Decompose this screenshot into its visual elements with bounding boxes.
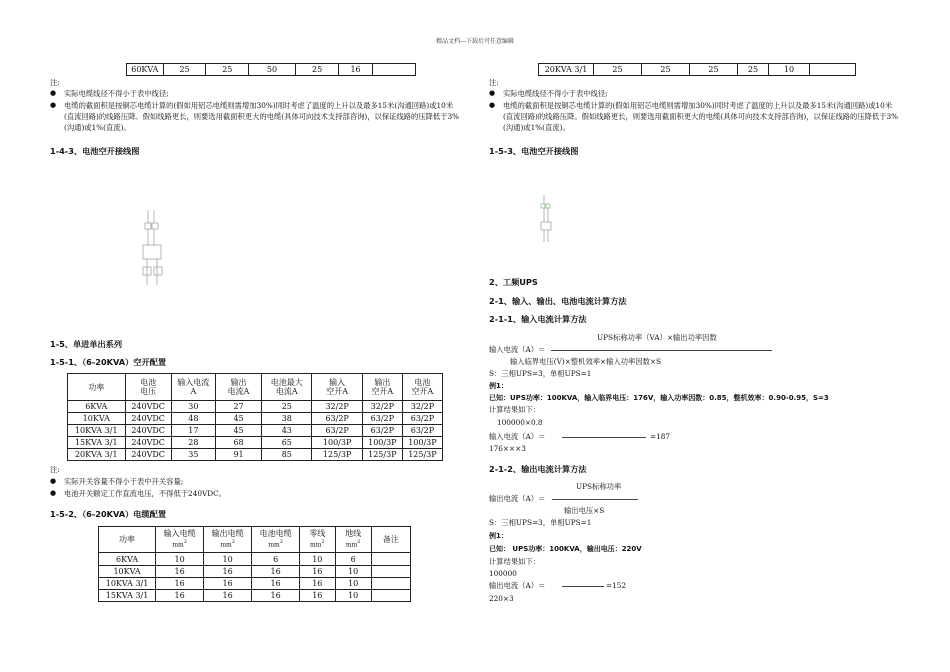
calc-lhs: 输出电流（A）＝ (489, 581, 546, 590)
table-header: 备注 (371, 527, 410, 553)
fraction-line (562, 437, 646, 438)
note-bullet: ● 实际电缆线径不得小于表中线径; (50, 89, 169, 98)
table-row: 6KVA 240VDC 30 27 25 32/2P 32/2P 32/2P (68, 401, 443, 413)
calc-lhs: 输入电流（A）＝ (489, 432, 546, 441)
note-bullet: ● 电缆的截面积是按铜芯电缆计算的(假如用铝芯电缆则需增加30%)同时考虑了温度的上升以及最多15米(沟通回路)或10米(直流回路)的线路压降。假如线路更长，则要选用截面积更大的电缆(具体可向技术支持部咨询)，以保证线路的压降低于3%(沟通)或1%(直流)。 (50, 101, 460, 132)
table-row: 10KVA 3/1 16 16 16 16 10 (99, 578, 411, 590)
calc-label: 计算结果如下： (489, 405, 541, 414)
fraction-line (562, 586, 604, 587)
table-row: 20KVA 3/1 240VDC 35 91 85 125/3P 125/3P 125/3P (68, 449, 443, 461)
table-header: 功率 (68, 374, 126, 401)
table-header: 输出 空开A (362, 374, 402, 401)
table-header: 电池最大 电流A (262, 374, 312, 401)
bullet-icon: ● (50, 101, 57, 109)
table-header: 输出电缆 $mm^2$ (204, 527, 252, 553)
table-header: 零线 $mm^2$ (300, 527, 335, 553)
table-cell: 25 (594, 64, 642, 76)
section-heading: 1-5、单进单出系列 (50, 339, 123, 349)
table-header: 电池 电压 (125, 374, 171, 401)
calc-label: 计算结果如下： (489, 557, 541, 566)
note-bullet: ● 实际电缆线径不得小于表中线径; (489, 89, 608, 98)
table-cell: 16 (339, 64, 372, 76)
table-row: 15KVA 3/1 240VDC 28 68 65 100/3P 100/3P 100/3P (68, 437, 443, 449)
calc-denominator: 220×3 (489, 594, 514, 603)
example-given: 已知：UPS功率：100KVA，输入临界电压：176V，输入功率因数：0.85，整机效率：0.90-0.95，S=3 (489, 394, 829, 402)
table-cell: 60KVA (127, 64, 164, 76)
cable-config-table (98, 526, 411, 602)
table-row: 15KVA 3/1 16 16 16 16 10 (99, 590, 411, 602)
section-heading: 1-5-1、（6-20KVA）空开配置 (50, 357, 167, 367)
note-bullet: ● 电缆的截面积是按铜芯电缆计算的(假如用铝芯电缆则需增加30%)同时考虑了温度的上升以及最多15米(沟通回路)或10米(直流回路)的线路压降。假如线路更长，则要选用截面积更大的电缆(具体可向技术支持部咨询)，以保证线路的压降低于3%(沟通)或1%(直流)。 (489, 101, 899, 132)
table-cell: 25 (295, 64, 339, 76)
formula-denominator: 输出电压×S (564, 506, 605, 515)
note-label: 注: (489, 78, 499, 87)
table-header: 输入 空开A (312, 374, 362, 401)
table-cell: 20KVA 3/1 (539, 64, 594, 76)
table-cell: 25 (206, 64, 249, 76)
table-header: 电池电缆 $mm^2$ (252, 527, 300, 553)
formula-denominator: 输入临界电压(V)×整机效率×输入功率因数×S (510, 357, 662, 366)
formula-numerator: UPS标称功率 (576, 482, 622, 491)
formula-numerator: UPS标称功率（VA）×输出功率因数 (597, 333, 717, 342)
table-cell: 10 (769, 64, 810, 76)
section-heading: 1-5-2、（6-20KVA）电缆配置 (50, 509, 167, 519)
section-heading: 2-1-2、输出电流计算方法 (489, 464, 587, 474)
table-row: 10KVA 3/1 240VDC 17 45 43 63/2P 63/2P 63/2P (68, 425, 443, 437)
bullet-icon: ● (50, 477, 57, 485)
left-top-table (126, 63, 416, 76)
table-header: 功率 (99, 527, 156, 553)
note-bullet: ● 实际开关容量不得小于表中开关容量; (50, 477, 184, 486)
bullet-icon: ● (50, 489, 57, 497)
example-given: 已知： UPS功率：100KVA，输出电压：220V (489, 545, 642, 553)
calc-numerator: 100000 (489, 569, 517, 578)
section-heading: 2-1、输入、输出、电池电流计算方法 (489, 296, 627, 306)
calc-denominator: 176×××3 (489, 444, 526, 453)
bullet-icon: ● (50, 89, 57, 97)
note-label: 注: (50, 78, 60, 87)
table-cell: 25 (642, 64, 690, 76)
example-label: 例1： (489, 532, 508, 540)
fraction-line (551, 350, 772, 351)
section-heading: 2-1-1、输入电流计算方法 (489, 314, 587, 324)
bullet-icon: ● (489, 89, 496, 97)
page-header: 精品文档---下载后可任意编辑 (435, 38, 515, 45)
fraction-line (552, 499, 638, 500)
formula-note: S：三相UPS=3，单相UPS=1 (489, 518, 592, 527)
table-cell: 25 (738, 64, 769, 76)
table-row: 6KVA 10 10 6 10 6 (99, 553, 411, 566)
example-label: 例1： (489, 382, 508, 390)
table-header: 输出 电流A (215, 374, 261, 401)
formula-lhs: 输出电流（A）＝ (489, 494, 546, 503)
table-cell (372, 64, 415, 76)
table-cell: 50 (249, 64, 296, 76)
section-heading: 2、工频UPS (489, 277, 538, 287)
table-cell: 25 (690, 64, 738, 76)
note-bullet: ● 电池开关额定工作直流电压，不得低于240VDC。 (50, 489, 226, 498)
calc-result: =152 (606, 581, 627, 590)
breaker-config-table (67, 373, 443, 461)
bullet-icon: ● (489, 101, 496, 109)
table-row: 10KVA 240VDC 48 45 38 63/2P 63/2P 63/2P (68, 413, 443, 425)
table-header: 电池 空开A (402, 374, 442, 401)
note-label: 注: (50, 465, 60, 474)
table-row: 10KVA 16 16 16 16 10 (99, 566, 411, 578)
formula-note: S：三相UPS=3，单相UPS=1 (489, 369, 592, 378)
table-header: 输入电流 A (171, 374, 215, 401)
calc-numerator: 100000×0.8 (497, 418, 543, 427)
table-cell (810, 64, 856, 76)
section-heading: 1-4-3、电池空开接线图 (50, 146, 140, 156)
battery-breaker-wiring-diagram (135, 205, 175, 300)
table-header: 输入电缆 $mm^2$ (156, 527, 204, 553)
calc-result: =187 (650, 432, 671, 441)
right-top-table (538, 63, 856, 76)
section-heading: 1-5-3、电池空开接线图 (489, 146, 579, 156)
battery-breaker-wiring-diagram (532, 190, 562, 250)
table-cell: 25 (163, 64, 206, 76)
table-header: 地线 $mm^2$ (335, 527, 371, 553)
formula-lhs: 输入电流（A）＝ (489, 345, 546, 354)
